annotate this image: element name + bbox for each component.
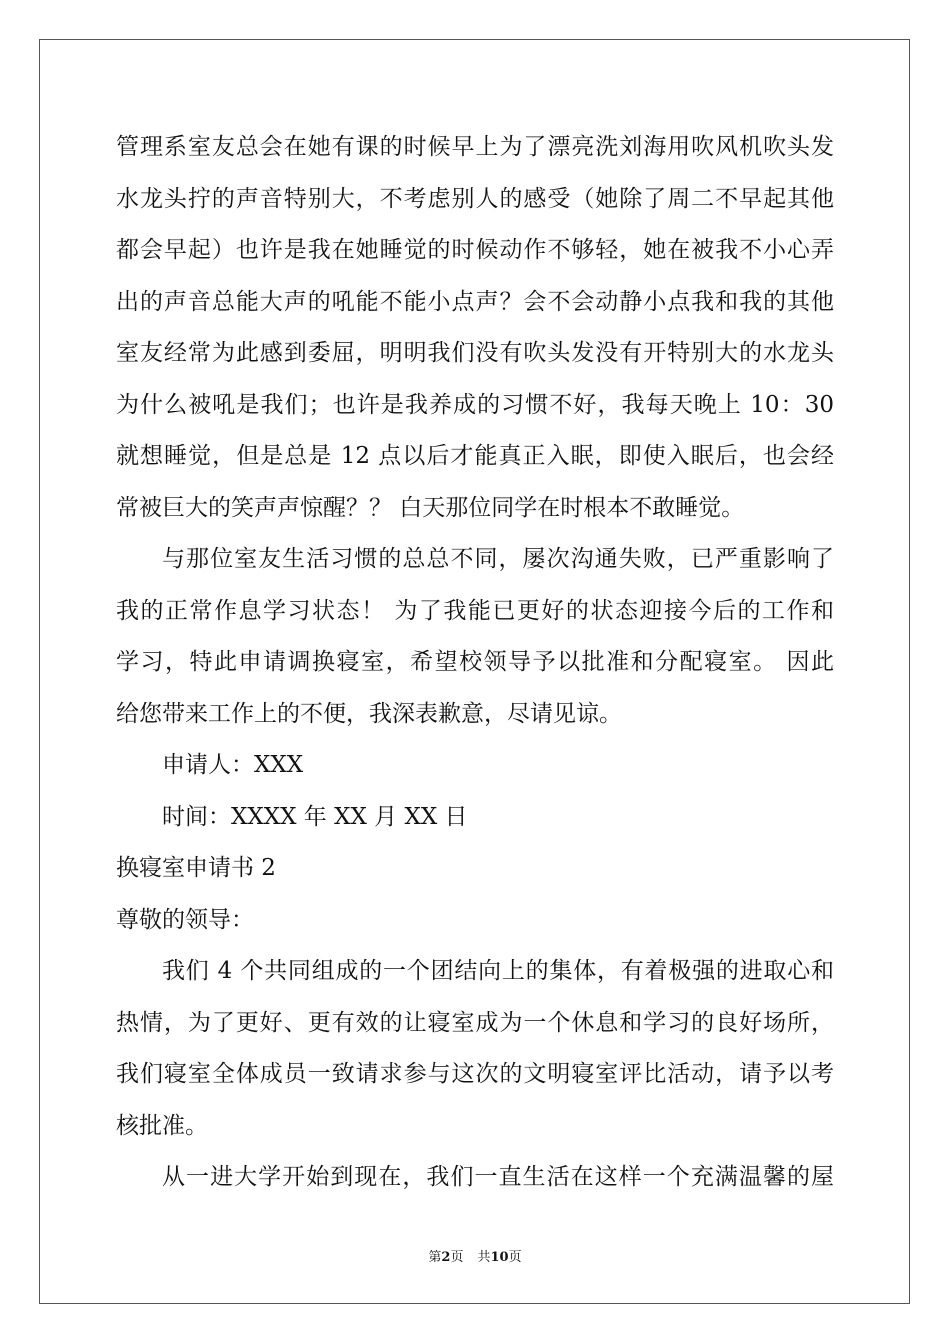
text-line: 室友经常为此感到委屈，明明我们没有吹头发没有开特别大的水龙头 (116, 340, 834, 366)
page-suffix: 页 (450, 1250, 464, 1265)
text-line: 热情，为了更好、更有效的让寝室成为一个休息和学习的良好场所， (116, 1009, 834, 1036)
salutation: 尊敬的领导： (116, 906, 254, 933)
paragraph-continuation (116, 122, 834, 534)
text-line: 我的正常作息学习状态！ 为了我能已更好的状态迎接今后的工作和 (116, 597, 834, 624)
total-pages: 10 (490, 1250, 509, 1265)
page-prefix: 第 (428, 1250, 442, 1265)
page-footer (0, 1246, 950, 1265)
paragraph-intro (116, 1152, 834, 1204)
text-line: 给您带来工作上的不便，我深表歉意，尽请见谅。 (116, 700, 622, 727)
date-line: 时间：XXXX 年 XX 月 XX 日 (162, 803, 468, 830)
text-line: 出的声音总能大声的吼能不能小点声？会不会动静小点我和我的其他 (116, 288, 834, 315)
text-line: 我们寝室全体成员一致请求参与这次的文明寝室评比活动，请予以考 (116, 1061, 834, 1087)
text-line: 与那位室友生活习惯的总总不同，屡次沟通失败，已严重影响了 (162, 546, 834, 572)
total-suffix: 页 (508, 1250, 522, 1265)
page-number: 2 (441, 1250, 451, 1265)
paragraph-reason (116, 534, 834, 740)
text-line: 都会早起）也许是我在她睡觉的时候动作不够轻，她在被我不小心弄 (116, 237, 834, 263)
section-title: 换寝室申请书 2 (116, 855, 276, 881)
text-line: 从一进大学开始到现在，我们一直生活在这样一个充满温馨的屋 (162, 1164, 834, 1190)
paragraph-request (116, 946, 834, 1152)
text-line: 为什么被吼是我们；也许是我养成的习惯不好，我每天晚上 10：30 (116, 391, 834, 418)
text-line: 学习，特此申请调换寝室，希望校领导予以批准和分配寝室。 因此 (116, 649, 834, 675)
text-line: 就想睡觉，但是总是 12 点以后才能真正入眠，即使入眠后，也会经 (116, 443, 834, 469)
text-line: 核批准。 (116, 1112, 208, 1139)
text-line: 水龙头拧的声音特别大，不考虑别人的感受（她除了周二不早起其他 (116, 185, 834, 212)
document-body (116, 122, 834, 1204)
total-prefix: 共 (477, 1250, 491, 1265)
text-line: 我们 4 个共同组成的一个团结向上的集体，有着极强的进取心和 (162, 958, 834, 984)
text-line: 管理系室友总会在她有课的时候早上为了漂亮洗刘海用吹风机吹头发 (116, 134, 834, 160)
text-line: 常被巨大的笑声声惊醒？？ 白天那位同学在时根本不敢睡觉。 (116, 494, 745, 521)
applicant-line: 申请人：XXX (162, 752, 304, 778)
